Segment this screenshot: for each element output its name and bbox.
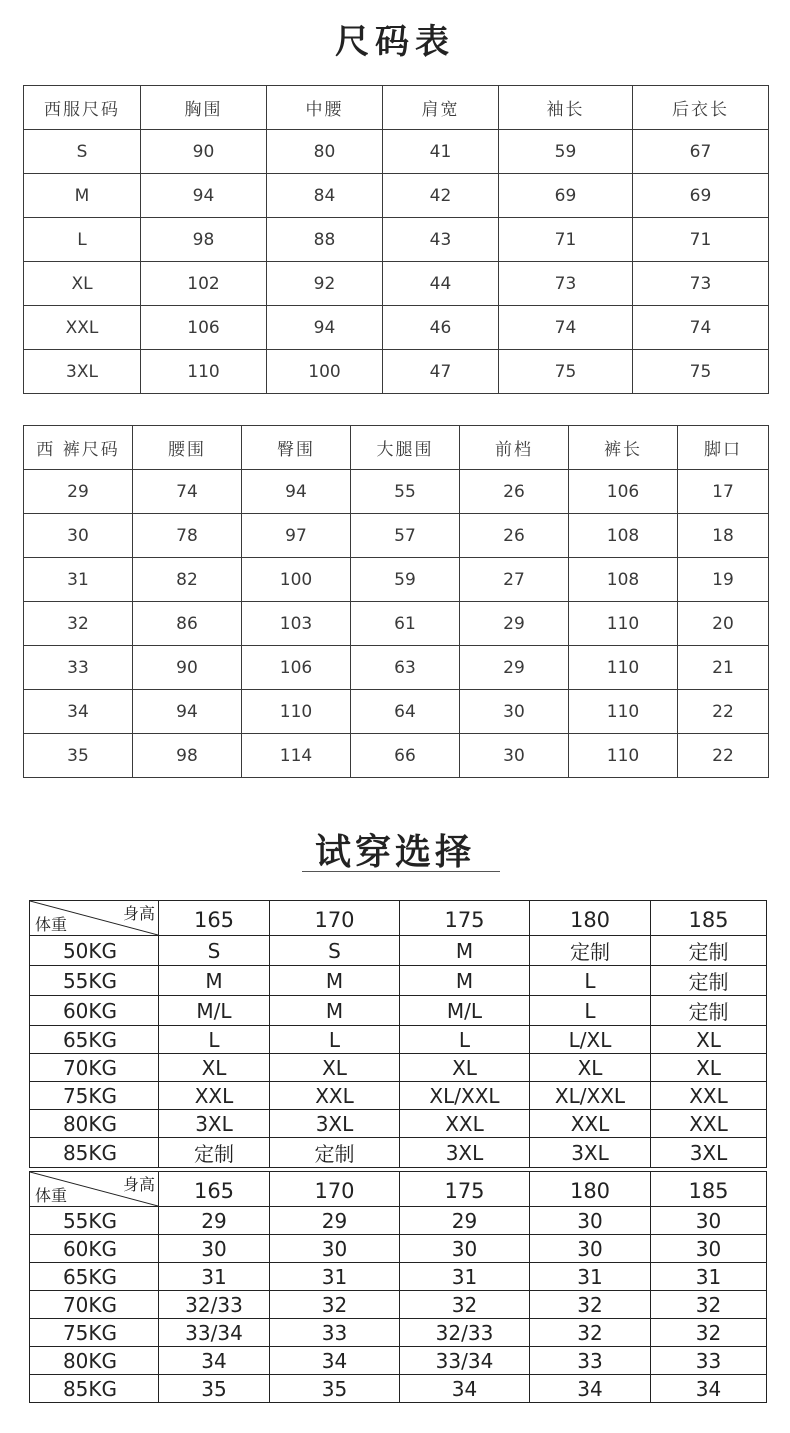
weight-cell: 85KG (30, 1375, 159, 1403)
size-cell: XL (400, 1054, 530, 1082)
header-cell: 胸围 (141, 86, 267, 130)
measure-cell: 63 (351, 646, 460, 690)
height-cell: 175 (400, 901, 530, 936)
measure-cell: 94 (141, 174, 267, 218)
table-row (24, 734, 769, 778)
weight-cell: 80KG (30, 1110, 159, 1138)
header-cell: 西服尺码 (24, 86, 141, 130)
header-cell: 肩宽 (383, 86, 499, 130)
weight-label: 体重 (35, 915, 68, 934)
measure-cell: 30 (460, 690, 569, 734)
size-cell: M (400, 966, 530, 996)
measure-cell: 26 (460, 470, 569, 514)
measure-cell: 30 (460, 734, 569, 778)
measure-cell: 97 (242, 514, 351, 558)
pants-size-table (23, 425, 769, 778)
table-row (24, 350, 769, 394)
size-cell: L/XL (530, 1026, 651, 1054)
size-cell: 31 (651, 1263, 767, 1291)
weight-cell: 75KG (30, 1082, 159, 1110)
measure-cell: 18 (678, 514, 769, 558)
size-cell: L (24, 218, 141, 262)
measure-cell: 110 (141, 350, 267, 394)
size-cell: 35 (270, 1375, 400, 1403)
measure-cell: 106 (242, 646, 351, 690)
size-cell: S (159, 936, 270, 966)
size-cell: 34 (270, 1347, 400, 1375)
measure-cell: 74 (633, 306, 769, 350)
size-cell: 31 (24, 558, 133, 602)
table-row (30, 1026, 767, 1054)
size-cell: XXL (651, 1082, 767, 1110)
measure-cell: 75 (499, 350, 633, 394)
weight-cell: 65KG (30, 1026, 159, 1054)
weight-cell: 55KG (30, 966, 159, 996)
table-row (30, 1207, 767, 1235)
table-row (30, 1375, 767, 1403)
measure-cell: 27 (460, 558, 569, 602)
measure-cell: 47 (383, 350, 499, 394)
measure-cell: 114 (242, 734, 351, 778)
measure-cell: 86 (133, 602, 242, 646)
size-cell: 31 (270, 1263, 400, 1291)
measure-cell: 108 (569, 514, 678, 558)
size-cell: S (24, 130, 141, 174)
size-cell: L (530, 966, 651, 996)
measure-cell: 19 (678, 558, 769, 602)
measure-cell: 29 (460, 646, 569, 690)
measure-cell: 46 (383, 306, 499, 350)
size-cell: 32 (530, 1319, 651, 1347)
size-cell: 32/33 (400, 1319, 530, 1347)
height-cell: 165 (159, 901, 270, 936)
table-row (24, 690, 769, 734)
size-cell: XL (159, 1054, 270, 1082)
header-cell: 西 裤尺码 (24, 426, 133, 470)
title-underline (302, 871, 500, 872)
size-cell: 29 (24, 470, 133, 514)
size-cell: XL (24, 262, 141, 306)
table-row (30, 966, 767, 996)
size-cell: 定制 (651, 966, 767, 996)
table-row (24, 174, 769, 218)
table-row (30, 936, 767, 966)
measure-cell: 110 (569, 602, 678, 646)
height-label: 身高 (122, 904, 155, 923)
measure-cell: 74 (499, 306, 633, 350)
header-cell: 后衣长 (633, 86, 769, 130)
measure-cell: 61 (351, 602, 460, 646)
size-cell: 30 (530, 1207, 651, 1235)
size-cell: 3XL (159, 1110, 270, 1138)
measure-cell: 64 (351, 690, 460, 734)
size-cell: 3XL (530, 1138, 651, 1168)
weight-cell: 70KG (30, 1054, 159, 1082)
size-cell: 31 (159, 1263, 270, 1291)
size-cell: 3XL (651, 1138, 767, 1168)
size-cell: 32/33 (159, 1291, 270, 1319)
size-cell: M (24, 174, 141, 218)
table-row (30, 1138, 767, 1168)
measure-cell: 102 (141, 262, 267, 306)
size-cell: 33/34 (159, 1319, 270, 1347)
height-cell: 180 (530, 901, 651, 936)
measure-cell: 108 (569, 558, 678, 602)
size-cell: L (270, 1026, 400, 1054)
size-cell: 定制 (159, 1138, 270, 1168)
size-cell: 34 (530, 1375, 651, 1403)
size-cell: XL/XXL (400, 1082, 530, 1110)
header-row (24, 86, 769, 130)
table-row (30, 996, 767, 1026)
weight-cell: 85KG (30, 1138, 159, 1168)
size-cell: M/L (159, 996, 270, 1026)
measure-cell: 94 (267, 306, 383, 350)
size-cell: 34 (159, 1347, 270, 1375)
measure-cell: 71 (633, 218, 769, 262)
header-row (30, 901, 767, 936)
weight-cell: 75KG (30, 1319, 159, 1347)
size-cell: M (270, 966, 400, 996)
size-cell: 33 (270, 1319, 400, 1347)
size-cell: XL (530, 1054, 651, 1082)
corner-cell (30, 901, 159, 936)
height-cell: 170 (270, 1172, 400, 1207)
weight-cell: 55KG (30, 1207, 159, 1235)
header-row (24, 426, 769, 470)
weight-cell: 60KG (30, 1235, 159, 1263)
header-cell: 中腰 (267, 86, 383, 130)
weight-cell: 60KG (30, 996, 159, 1026)
size-cell: XXL (651, 1110, 767, 1138)
measure-cell: 42 (383, 174, 499, 218)
size-cell: 30 (651, 1235, 767, 1263)
size-cell: M (159, 966, 270, 996)
size-cell: 34 (400, 1375, 530, 1403)
measure-cell: 44 (383, 262, 499, 306)
size-cell: 3XL (24, 350, 141, 394)
measure-cell: 110 (569, 734, 678, 778)
measure-cell: 90 (141, 130, 267, 174)
measure-cell: 73 (633, 262, 769, 306)
size-cell: 34 (24, 690, 133, 734)
size-cell: XXL (400, 1110, 530, 1138)
measure-cell: 98 (141, 218, 267, 262)
size-cell: 32 (270, 1291, 400, 1319)
measure-cell: 100 (242, 558, 351, 602)
size-cell: 定制 (651, 936, 767, 966)
size-cell: 30 (159, 1235, 270, 1263)
size-cell: S (270, 936, 400, 966)
height-cell: 170 (270, 901, 400, 936)
measure-cell: 106 (569, 470, 678, 514)
size-cell: M (270, 996, 400, 1026)
table-row (30, 1319, 767, 1347)
measure-cell: 21 (678, 646, 769, 690)
measure-cell: 74 (133, 470, 242, 514)
measure-cell: 57 (351, 514, 460, 558)
measure-cell: 88 (267, 218, 383, 262)
size-cell: 35 (24, 734, 133, 778)
measure-cell: 103 (242, 602, 351, 646)
measure-cell: 69 (633, 174, 769, 218)
table-row (30, 1110, 767, 1138)
table-row (30, 1054, 767, 1082)
table-row (24, 514, 769, 558)
measure-cell: 82 (133, 558, 242, 602)
size-cell: M (400, 936, 530, 966)
measure-cell: 94 (133, 690, 242, 734)
measure-cell: 71 (499, 218, 633, 262)
size-cell: 29 (159, 1207, 270, 1235)
size-cell: XL (270, 1054, 400, 1082)
size-cell: XXL (159, 1082, 270, 1110)
table-row (24, 130, 769, 174)
weight-cell: 80KG (30, 1347, 159, 1375)
size-cell: 33 (651, 1347, 767, 1375)
table-row (24, 558, 769, 602)
size-chart-title: 尺码表 (335, 22, 455, 62)
size-cell: XXL (530, 1110, 651, 1138)
table-row (30, 1082, 767, 1110)
measure-cell: 66 (351, 734, 460, 778)
measure-cell: 75 (633, 350, 769, 394)
size-cell: L (400, 1026, 530, 1054)
measure-cell: 29 (460, 602, 569, 646)
measure-cell: 94 (242, 470, 351, 514)
measure-cell: 92 (267, 262, 383, 306)
height-cell: 180 (530, 1172, 651, 1207)
size-cell: L (530, 996, 651, 1026)
table-row (30, 1347, 767, 1375)
size-cell: 定制 (651, 996, 767, 1026)
measure-cell: 69 (499, 174, 633, 218)
header-cell: 裤长 (569, 426, 678, 470)
table-row (24, 470, 769, 514)
table-row (24, 262, 769, 306)
size-cell: 32 (651, 1319, 767, 1347)
measure-cell: 22 (678, 734, 769, 778)
suit-size-table (23, 85, 769, 394)
measure-cell: 78 (133, 514, 242, 558)
table-row (24, 646, 769, 690)
measure-cell: 20 (678, 602, 769, 646)
height-cell: 165 (159, 1172, 270, 1207)
weight-cell: 70KG (30, 1291, 159, 1319)
measure-cell: 100 (267, 350, 383, 394)
height-label: 身高 (122, 1175, 155, 1194)
measure-cell: 90 (133, 646, 242, 690)
size-cell: 33 (530, 1347, 651, 1375)
size-cell: 29 (270, 1207, 400, 1235)
measure-cell: 110 (569, 690, 678, 734)
measure-cell: 41 (383, 130, 499, 174)
measure-cell: 67 (633, 130, 769, 174)
measure-cell: 110 (242, 690, 351, 734)
size-cell: 30 (270, 1235, 400, 1263)
size-cell: 34 (651, 1375, 767, 1403)
measure-cell: 73 (499, 262, 633, 306)
size-cell: 31 (530, 1263, 651, 1291)
header-row (30, 1172, 767, 1207)
weight-cell: 50KG (30, 936, 159, 966)
corner-cell (30, 1172, 159, 1207)
size-cell: 29 (400, 1207, 530, 1235)
measure-cell: 106 (141, 306, 267, 350)
size-cell: XL/XXL (530, 1082, 651, 1110)
measure-cell: 110 (569, 646, 678, 690)
size-cell: 3XL (400, 1138, 530, 1168)
table-row (30, 1235, 767, 1263)
size-cell: 30 (530, 1235, 651, 1263)
size-cell: 32 (651, 1291, 767, 1319)
table-row (24, 602, 769, 646)
table-row (24, 218, 769, 262)
size-cell: 定制 (530, 936, 651, 966)
size-cell: 32 (24, 602, 133, 646)
measure-cell: 55 (351, 470, 460, 514)
measure-cell: 59 (351, 558, 460, 602)
table-row (24, 306, 769, 350)
size-cell: 35 (159, 1375, 270, 1403)
header-cell: 袖长 (499, 86, 633, 130)
height-cell: 175 (400, 1172, 530, 1207)
header-cell: 前档 (460, 426, 569, 470)
weight-label: 体重 (35, 1186, 68, 1205)
measure-cell: 43 (383, 218, 499, 262)
table-row (30, 1263, 767, 1291)
header-cell: 臀围 (242, 426, 351, 470)
measure-cell: 80 (267, 130, 383, 174)
size-cell: 30 (400, 1235, 530, 1263)
size-cell: L (159, 1026, 270, 1054)
measure-cell: 17 (678, 470, 769, 514)
size-cell: 32 (400, 1291, 530, 1319)
size-cell: 32 (530, 1291, 651, 1319)
table-row (30, 1291, 767, 1319)
size-cell: M/L (400, 996, 530, 1026)
size-cell: XL (651, 1026, 767, 1054)
size-cell: 33/34 (400, 1347, 530, 1375)
measure-cell: 84 (267, 174, 383, 218)
size-cell: 30 (651, 1207, 767, 1235)
suit-fit-table (29, 900, 767, 1168)
measure-cell: 26 (460, 514, 569, 558)
size-cell: 定制 (270, 1138, 400, 1168)
size-cell: XL (651, 1054, 767, 1082)
measure-cell: 59 (499, 130, 633, 174)
pants-fit-table (29, 1171, 767, 1403)
fit-guide-title: 试穿选择 (314, 832, 475, 873)
weight-cell: 65KG (30, 1263, 159, 1291)
measure-cell: 22 (678, 690, 769, 734)
header-cell: 脚口 (678, 426, 769, 470)
height-cell: 185 (651, 1172, 767, 1207)
height-cell: 185 (651, 901, 767, 936)
size-cell: 3XL (270, 1110, 400, 1138)
size-cell: 33 (24, 646, 133, 690)
size-cell: XXL (24, 306, 141, 350)
header-cell: 大腿围 (351, 426, 460, 470)
measure-cell: 98 (133, 734, 242, 778)
header-cell: 腰围 (133, 426, 242, 470)
size-cell: 30 (24, 514, 133, 558)
size-cell: 31 (400, 1263, 530, 1291)
size-cell: XXL (270, 1082, 400, 1110)
